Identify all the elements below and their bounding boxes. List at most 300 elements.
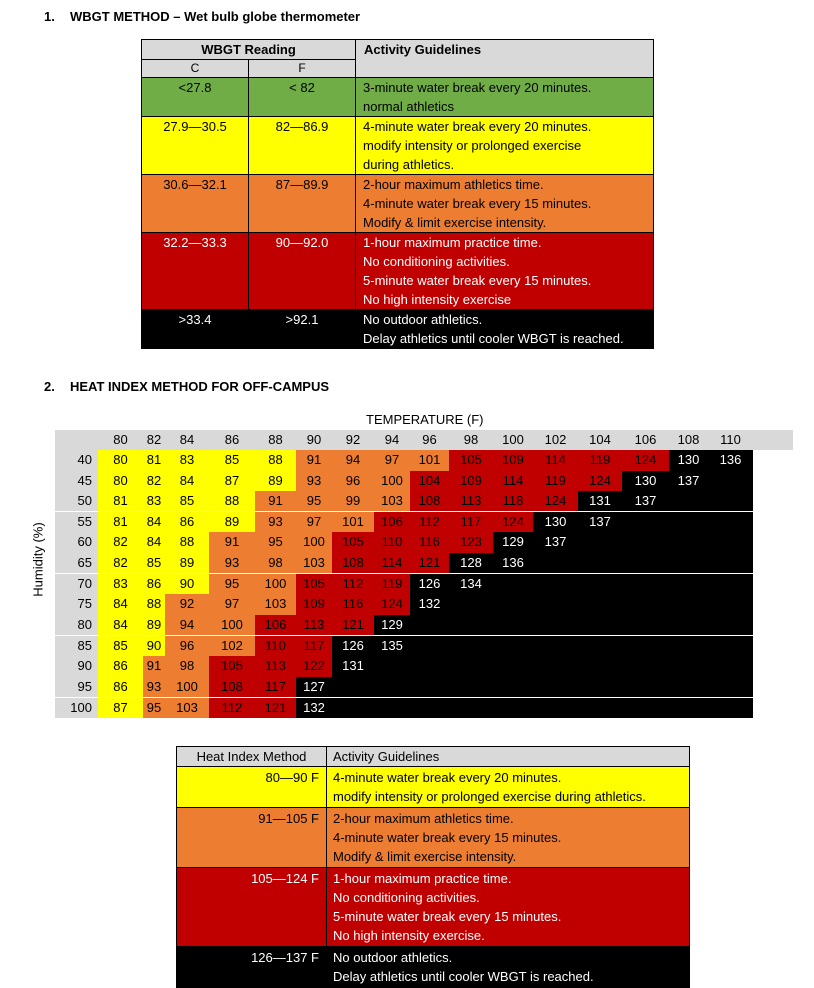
heat-index-cell: 90 — [143, 636, 165, 656]
heat-index-cell: 98 — [165, 656, 209, 676]
heat-index-cell: 86 — [98, 656, 143, 676]
heat-index-cell: 95 — [143, 698, 165, 718]
heat-index-cell: 87 — [98, 698, 143, 718]
wbgt-celsius-value: 30.6—32.1 — [142, 175, 249, 233]
heat-index-cell: 109 — [296, 594, 332, 614]
heat-index-cell — [449, 636, 493, 656]
heat-index-cell: 91 — [255, 491, 296, 511]
heat-index-cell: 86 — [143, 574, 165, 594]
heat-index-cell: 116 — [332, 594, 374, 614]
humidity-axis-label: Humidity (%) — [30, 522, 46, 597]
wbgt-row — [142, 233, 654, 310]
heat-index-cell — [578, 677, 622, 697]
heat-index-cell: 100 — [209, 615, 255, 635]
heat-index-cell — [374, 698, 410, 718]
heat-index-cell: 124 — [578, 471, 622, 491]
heat-index-cell — [578, 698, 622, 718]
humidity-label-cell: 65 — [55, 553, 98, 573]
heat-index-cell: 105 — [332, 532, 374, 552]
temperature-header-cell: 98 — [463, 432, 479, 447]
heat-index-cell — [622, 698, 669, 718]
guideline-line: 5-minute water break every 15 minutes. — [333, 909, 562, 924]
heat-index-cell — [374, 677, 410, 697]
wbgt-activity-guideline — [356, 78, 654, 117]
heat-index-cell: 112 — [332, 574, 374, 594]
heat-index-cell: 132 — [410, 594, 449, 614]
heat-index-cell — [578, 615, 622, 635]
hi-activity-guideline — [327, 808, 690, 868]
heat-index-cell — [622, 574, 669, 594]
heat-index-cell: 94 — [332, 450, 374, 470]
humidity-label-cell: 60 — [55, 532, 98, 552]
heat-index-cell — [669, 636, 708, 656]
heat-index-cell — [533, 698, 578, 718]
heat-index-cell: 95 — [209, 574, 255, 594]
heat-index-cell: 81 — [143, 450, 165, 470]
heat-index-cell: 90 — [165, 574, 209, 594]
heat-index-cell: 85 — [143, 553, 165, 573]
heat-index-cell: 88 — [209, 491, 255, 511]
heat-index-cell — [493, 656, 533, 676]
heat-index-row — [55, 594, 793, 614]
wbgt-table — [141, 39, 654, 349]
wbgt-row — [142, 175, 654, 233]
heat-index-cell: 103 — [165, 698, 209, 718]
heat-index-cell: 123 — [449, 532, 493, 552]
temperature-header-cell: 86 — [224, 432, 240, 447]
heat-index-cell — [410, 615, 449, 635]
heat-index-cell — [708, 512, 753, 532]
heat-index-cell: 113 — [255, 656, 296, 676]
heat-index-range: 91—105 F — [177, 808, 327, 868]
heat-index-row — [55, 656, 793, 676]
heat-index-row — [55, 573, 793, 594]
heat-index-cell: 112 — [209, 698, 255, 718]
heat-index-cell: 119 — [533, 471, 578, 491]
heat-index-cell: 82 — [98, 553, 143, 573]
wbgt-activity-guideline — [356, 233, 654, 310]
heat-index-cell — [493, 615, 533, 635]
heat-index-cell — [622, 512, 669, 532]
heat-index-cell: 81 — [98, 512, 143, 532]
heat-index-cell: 132 — [296, 698, 332, 718]
temperature-header-cell: 80 — [113, 432, 128, 447]
heat-index-row — [55, 697, 793, 718]
heat-index-cell: 93 — [209, 553, 255, 573]
wbgt-row — [142, 117, 654, 175]
heat-index-cell: 130 — [622, 471, 669, 491]
heat-index-cell: 105 — [449, 450, 493, 470]
guideline-line: 4-minute water break every 20 minutes. — [333, 770, 562, 785]
heat-index-cell — [669, 512, 708, 532]
heat-index-cell: 101 — [410, 450, 449, 470]
heat-index-row — [55, 677, 793, 697]
heat-index-cell: 124 — [533, 491, 578, 511]
heat-index-cell — [493, 698, 533, 718]
hi-activity-guideline — [327, 767, 690, 808]
heat-index-cell — [533, 615, 578, 635]
wbgt-reading-header: WBGT Reading — [142, 40, 356, 60]
heat-index-grid — [55, 430, 793, 718]
temperature-header-cell: 82 — [146, 432, 162, 447]
heat-index-cell — [669, 615, 708, 635]
heat-index-cell — [332, 698, 374, 718]
heat-index-cell: 100 — [296, 532, 332, 552]
guideline-line: 2-hour maximum athletics time. — [333, 811, 514, 826]
humidity-label-cell: 75 — [55, 594, 98, 614]
heat-index-cell: 114 — [374, 553, 410, 573]
wbgt-activity-guideline — [356, 175, 654, 233]
wbgt-fahrenheit-value: 87—89.9 — [249, 175, 356, 233]
heat-index-cell — [708, 574, 753, 594]
section-1-heading — [44, 9, 360, 24]
heat-index-method-header: Heat Index Method — [177, 747, 327, 767]
hi-guideline-row — [177, 767, 690, 808]
section-1-title: WBGT METHOD – Wet bulb globe thermometer — [70, 9, 361, 24]
hi-guideline-row — [177, 868, 690, 947]
heat-index-cell: 128 — [449, 553, 493, 573]
humidity-label-cell: 45 — [55, 471, 98, 491]
heat-index-cell — [449, 677, 493, 697]
heat-index-cell: 109 — [493, 450, 533, 470]
guideline-line: 1-hour maximum practice time. — [333, 871, 512, 886]
heat-index-cell: 88 — [143, 594, 165, 614]
guideline-line: 4-minute water break every 15 minutes. — [363, 196, 592, 211]
heat-index-cell: 105 — [209, 656, 255, 676]
humidity-label-cell: 70 — [55, 574, 98, 594]
wbgt-celsius-value: 32.2—33.3 — [142, 233, 249, 310]
heat-index-cell — [578, 532, 622, 552]
guideline-line: modify intensity or prolonged exercise during athletics. — [333, 789, 646, 804]
heat-index-cell: 100 — [255, 574, 296, 594]
guideline-line: No conditioning activities. — [333, 890, 480, 905]
heat-index-row — [55, 532, 793, 552]
section-2-number: 2. — [44, 379, 55, 394]
wbgt-activity-guideline — [356, 310, 654, 349]
heat-index-row — [55, 491, 793, 511]
heat-index-cell: 114 — [493, 471, 533, 491]
heat-index-cell: 122 — [296, 656, 332, 676]
heat-index-cell: 88 — [165, 532, 209, 552]
heat-index-cell: 135 — [374, 636, 410, 656]
heat-index-row — [55, 635, 793, 656]
heat-index-cell — [708, 471, 753, 491]
guideline-line: No outdoor athletics. — [363, 312, 483, 327]
temperature-header-cell: 92 — [345, 432, 361, 447]
heat-index-row — [55, 471, 793, 491]
heat-index-cell: 129 — [493, 532, 533, 552]
heat-index-cell — [669, 491, 708, 511]
heat-index-cell: 137 — [622, 491, 669, 511]
heat-index-cell: 84 — [143, 532, 165, 552]
temperature-header-cell: 108 — [677, 432, 700, 447]
humidity-label-cell: 95 — [55, 677, 98, 697]
guideline-line: during athletics. — [363, 157, 455, 172]
heat-index-row — [55, 450, 793, 470]
heat-index-cell — [708, 656, 753, 676]
heat-index-cell: 129 — [374, 615, 410, 635]
heat-index-cell: 119 — [578, 450, 622, 470]
heat-index-cell — [533, 594, 578, 614]
heat-index-cell: 97 — [296, 512, 332, 532]
temperature-header-cell: 104 — [589, 432, 611, 447]
humidity-label-cell: 80 — [55, 615, 98, 635]
heat-index-cell — [669, 574, 708, 594]
heat-index-cell: 96 — [165, 636, 209, 656]
heat-index-row — [55, 553, 793, 573]
heat-index-cell: 106 — [255, 615, 296, 635]
heat-index-cell: 137 — [669, 471, 708, 491]
heat-index-cell: 136 — [708, 450, 753, 470]
heat-index-cell: 121 — [255, 698, 296, 718]
humidity-label-cell: 55 — [55, 512, 98, 532]
heat-index-cell: 110 — [255, 636, 296, 656]
heat-index-cell — [449, 594, 493, 614]
activity-guidelines-header: Activity Guidelines — [356, 40, 654, 78]
humidity-label-cell: 50 — [55, 491, 98, 511]
heat-index-cell: 103 — [296, 553, 332, 573]
heat-index-cell: 113 — [449, 491, 493, 511]
heat-index-cell: 112 — [410, 512, 449, 532]
wbgt-activity-guideline — [356, 117, 654, 175]
heat-index-cell: 108 — [209, 677, 255, 697]
heat-index-cell: 80 — [98, 450, 143, 470]
heat-index-cell — [622, 656, 669, 676]
heat-index-cell: 93 — [255, 512, 296, 532]
guideline-line: 4-minute water break every 15 minutes. — [333, 830, 562, 845]
section-1-number: 1. — [44, 9, 55, 24]
heat-index-cell — [622, 636, 669, 656]
heat-index-cell — [708, 677, 753, 697]
heat-index-cell: 130 — [669, 450, 708, 470]
heat-index-cell — [708, 636, 753, 656]
heat-index-cell: 101 — [332, 512, 374, 532]
wbgt-celsius-value: >33.4 — [142, 310, 249, 349]
wbgt-fahrenheit-value: 90—92.0 — [249, 233, 356, 310]
temperature-header-cell: 96 — [422, 432, 437, 447]
celsius-column-header: C — [142, 60, 249, 78]
heat-index-cell — [533, 636, 578, 656]
heat-index-cell — [449, 615, 493, 635]
heat-index-cell — [669, 677, 708, 697]
heat-index-cell: 116 — [410, 532, 449, 552]
heat-index-cell — [708, 594, 753, 614]
heat-index-cell: 84 — [98, 615, 143, 635]
heat-index-cell: 127 — [296, 677, 332, 697]
wbgt-fahrenheit-value: 82—86.9 — [249, 117, 356, 175]
heat-index-cell — [622, 677, 669, 697]
heat-index-cell — [708, 698, 753, 718]
wbgt-fahrenheit-value: >92.1 — [249, 310, 356, 349]
heat-index-cell — [669, 594, 708, 614]
humidity-label-cell: 85 — [55, 636, 98, 656]
humidity-label-cell: 100 — [55, 698, 98, 718]
section-2-title: HEAT INDEX METHOD FOR OFF-CAMPUS — [70, 379, 330, 394]
heat-index-cell — [410, 656, 449, 676]
heat-index-cell — [708, 532, 753, 552]
heat-index-cell: 102 — [209, 636, 255, 656]
heat-index-cell: 83 — [143, 491, 165, 511]
heat-index-cell: 110 — [374, 532, 410, 552]
heat-index-cell: 85 — [98, 636, 143, 656]
humidity-label-cell: 90 — [55, 656, 98, 676]
heat-index-cell: 130 — [533, 512, 578, 532]
section-2-heading — [44, 379, 329, 394]
heat-index-row — [55, 615, 793, 635]
heat-index-cell: 131 — [332, 656, 374, 676]
heat-index-cell: 82 — [143, 471, 165, 491]
heat-index-cell: 134 — [449, 574, 493, 594]
heat-index-cell — [449, 698, 493, 718]
heat-index-cell — [578, 636, 622, 656]
heat-index-cell: 81 — [98, 491, 143, 511]
heat-index-cell: 88 — [255, 450, 296, 470]
heat-index-cell — [410, 677, 449, 697]
heat-index-cell: 84 — [143, 512, 165, 532]
guideline-line: 1-hour maximum practice time. — [363, 235, 542, 250]
temperature-header-cell: 90 — [306, 432, 322, 447]
heat-index-cell — [708, 615, 753, 635]
heat-index-cell: 106 — [374, 512, 410, 532]
heat-index-cell — [533, 677, 578, 697]
heat-index-cell: 103 — [374, 491, 410, 511]
heat-index-cell: 117 — [296, 636, 332, 656]
heat-index-cell — [533, 656, 578, 676]
heat-index-cell — [493, 677, 533, 697]
guideline-line: normal athletics — [363, 99, 455, 114]
heat-index-cell: 100 — [165, 677, 209, 697]
heat-index-range: 126—137 F — [177, 947, 327, 988]
temperature-header-cell: 102 — [544, 432, 567, 447]
heat-index-cell: 136 — [493, 553, 533, 573]
heat-index-cell: 89 — [255, 471, 296, 491]
hi-activity-guidelines-header: Activity Guidelines — [327, 747, 690, 767]
heat-index-cell: 86 — [98, 677, 143, 697]
heat-index-cell: 100 — [374, 471, 410, 491]
heat-index-cell: 83 — [165, 450, 209, 470]
heat-index-cell: 137 — [578, 512, 622, 532]
guideline-line: 5-minute water break every 15 minutes. — [363, 273, 592, 288]
heat-index-cell — [708, 553, 753, 573]
temperature-header-cell: 88 — [268, 432, 283, 447]
heat-index-cell — [493, 574, 533, 594]
heat-index-cell — [622, 594, 669, 614]
heat-index-cell: 109 — [449, 471, 493, 491]
temperature-axis-label: TEMPERATURE (F) — [366, 412, 484, 427]
wbgt-row — [142, 310, 654, 349]
heat-index-cell: 82 — [98, 532, 143, 552]
wbgt-row — [142, 78, 654, 117]
heat-index-cell: 97 — [374, 450, 410, 470]
heat-index-cell — [622, 615, 669, 635]
guideline-line: 3-minute water break every 20 minutes. — [363, 80, 592, 95]
heat-index-cell: 126 — [410, 574, 449, 594]
guideline-line: No high intensity exercise. — [333, 928, 485, 943]
hi-activity-guideline — [327, 868, 690, 947]
heat-index-cell — [410, 636, 449, 656]
guideline-line: Delay athletics until cooler WBGT is reached. — [363, 331, 624, 346]
wbgt-celsius-value: 27.9—30.5 — [142, 117, 249, 175]
heat-index-cell: 124 — [493, 512, 533, 532]
heat-index-cell: 108 — [332, 553, 374, 573]
heat-index-cell: 91 — [296, 450, 332, 470]
heat-index-cell: 126 — [332, 636, 374, 656]
heat-index-cell: 104 — [410, 471, 449, 491]
heat-index-cell — [578, 574, 622, 594]
heat-index-cell: 93 — [143, 677, 165, 697]
temperature-header-cell: 94 — [384, 432, 400, 447]
heat-index-cell — [669, 553, 708, 573]
heat-index-cell: 108 — [410, 491, 449, 511]
wbgt-celsius-value: <27.8 — [142, 78, 249, 117]
humidity-label-cell: 40 — [55, 450, 98, 470]
heat-index-cell: 117 — [255, 677, 296, 697]
heat-index-cell: 89 — [143, 615, 165, 635]
guideline-line: Modify & limit exercise intensity. — [333, 849, 517, 864]
heat-index-cell: 91 — [209, 532, 255, 552]
hi-activity-guideline — [327, 947, 690, 988]
heat-index-cell: 121 — [332, 615, 374, 635]
heat-index-cell — [533, 553, 578, 573]
guideline-line: No outdoor athletics. — [333, 950, 453, 965]
heat-index-cell: 84 — [165, 471, 209, 491]
heat-index-cell — [449, 656, 493, 676]
heat-index-cell: 117 — [449, 512, 493, 532]
heat-index-cell — [622, 553, 669, 573]
heat-index-cell: 103 — [255, 594, 296, 614]
heat-index-cell — [332, 677, 374, 697]
heat-index-cell: 85 — [209, 450, 255, 470]
heat-index-cell: 97 — [209, 594, 255, 614]
heat-index-cell: 124 — [374, 594, 410, 614]
heat-index-cell: 92 — [165, 594, 209, 614]
heat-index-cell — [493, 636, 533, 656]
guideline-line: No high intensity exercise — [363, 292, 512, 307]
corner-cell — [55, 430, 98, 450]
heat-index-cell — [669, 656, 708, 676]
heat-index-cell: 118 — [493, 491, 533, 511]
guideline-line: No conditioning activities. — [363, 254, 510, 269]
heat-index-cell: 93 — [296, 471, 332, 491]
temperature-header-row — [55, 430, 793, 450]
heat-index-cell: 89 — [165, 553, 209, 573]
temperature-header-cell: 84 — [179, 432, 195, 447]
heat-index-row — [55, 511, 793, 532]
heat-index-cell: 99 — [332, 491, 374, 511]
heat-index-cell: 137 — [533, 532, 578, 552]
heat-index-cell — [578, 594, 622, 614]
hi-guideline-row — [177, 808, 690, 868]
heat-index-cell: 96 — [332, 471, 374, 491]
heat-index-range: 80—90 F — [177, 767, 327, 808]
heat-index-cell: 94 — [165, 615, 209, 635]
heat-index-cell — [578, 656, 622, 676]
temperature-header-cell: 106 — [634, 432, 657, 447]
heat-index-cell — [622, 532, 669, 552]
heat-index-cell: 95 — [296, 491, 332, 511]
guideline-line: 4-minute water break every 20 minutes. — [363, 119, 592, 134]
heat-index-cell: 131 — [578, 491, 622, 511]
guideline-line: 2-hour maximum athletics time. — [363, 177, 544, 192]
heat-index-cell — [708, 491, 753, 511]
temperature-header-cell: 100 — [502, 432, 524, 447]
heat-index-range: 105—124 F — [177, 868, 327, 947]
heat-index-cell: 86 — [165, 512, 209, 532]
heat-index-cell: 121 — [410, 553, 449, 573]
heat-index-cell: 91 — [143, 656, 165, 676]
guideline-line: Modify & limit exercise intensity. — [363, 215, 547, 230]
heat-index-cell: 83 — [98, 574, 143, 594]
